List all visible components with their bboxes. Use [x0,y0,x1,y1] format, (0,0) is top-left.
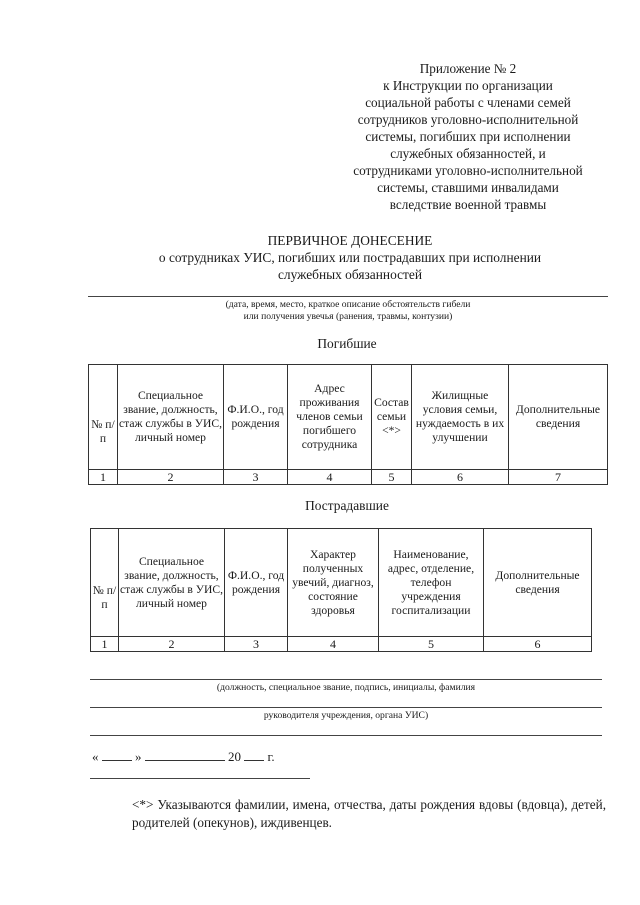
column-number: 7 [509,470,608,485]
header-cell: Дополнительные сведения [484,529,592,637]
appendix-line: системы, погибших при исполнении [365,129,571,144]
deceased-header-row [89,365,608,470]
year-prefix: 20 [228,749,241,764]
date-field [92,748,275,765]
deceased-number-row [89,470,608,485]
month-blank[interactable] [145,748,225,761]
injured-header-row [91,529,592,637]
incident-caption-line2: или получения увечья (ранения, травмы, контузии) [243,311,453,322]
column-number: 3 [225,637,288,652]
appendix-line: системы, ставшими инвалидами [377,180,559,195]
day-blank[interactable] [102,748,132,761]
header-cell: Состав семьи <*> [372,365,412,470]
incident-description-line[interactable] [88,296,608,297]
column-number: 4 [288,470,372,485]
signature-line-1[interactable] [90,679,602,680]
appendix-header [330,60,606,213]
column-number: 5 [379,637,484,652]
column-number: 2 [119,637,225,652]
column-number: 5 [372,470,412,485]
document-title [100,232,600,283]
header-cell: Жилищные условия семьи, нуждаемость в их улучшении [412,365,509,470]
title-heading: ПЕРВИЧНОЕ ДОНЕСЕНИЕ [267,233,433,248]
date-underline [90,778,310,779]
year-blank[interactable] [244,748,264,761]
injured-section-label: Пострадавшие [305,498,389,513]
appendix-line: к Инструкции по организации [383,78,553,93]
column-number: 1 [89,470,118,485]
header-cell: Специальное звание, должность, стаж службы в УИС, личный номер [118,365,224,470]
column-number: 6 [412,470,509,485]
header-cell: Характер полученных увечий, диагноз, состояние здоровья [288,529,379,637]
appendix-line: служебных обязанностей, и [390,146,546,161]
column-number: 3 [224,470,288,485]
deceased-section-label: Погибшие [317,336,377,351]
header-cell: Специальное звание, должность, стаж службы в УИС, личный номер [119,529,225,637]
signature-line-3[interactable] [90,735,602,736]
date-close-quote: » [135,749,142,764]
incident-caption-line1: (дата, время, место, краткое описание обстоятельств гибели [225,299,471,310]
footnote-text: <*> Указываются фамилии, имена, отчества, даты рождения вдовы (вдовца), детей, родителей (опекунов), иждивенцев. [132,797,606,830]
year-suffix: г. [267,749,275,764]
header-cell: № п/п [91,529,119,637]
footnote [92,796,606,832]
column-number: 6 [484,637,592,652]
appendix-line: социальной работы с членами семей [365,95,571,110]
header-cell: № п/п [89,365,118,470]
title-subtitle-line1: о сотрудниках УИС, погибших или пострадавших при исполнении [158,250,542,265]
signature-line-2[interactable] [90,707,602,708]
appendix-line: Приложение № 2 [419,61,517,76]
header-cell: Дополнительные сведения [509,365,608,470]
date-open-quote: « [92,749,99,764]
signature-caption-2: руководителя учреждения, органа УИС) [263,710,429,721]
column-number: 4 [288,637,379,652]
header-cell: Ф.И.О., год рождения [225,529,288,637]
appendix-line: вследствие военной травмы [389,197,547,212]
appendix-line: сотрудников уголовно-исполнительной [357,112,579,127]
signature-caption-1: (должность, специальное звание, подпись, инициалы, фамилия [216,682,476,693]
column-number: 2 [118,470,224,485]
title-subtitle-line2: служебных обязанностей [277,267,422,282]
injured-table [90,528,592,652]
appendix-line: сотрудниками уголовно-исполнительной [353,163,583,178]
column-number: 1 [91,637,119,652]
header-cell: Ф.И.О., год рождения [224,365,288,470]
injured-number-row [91,637,592,652]
deceased-table [88,364,608,485]
header-cell: Наименование, адрес, отделение, телефон учреждения госпитализации [379,529,484,637]
header-cell: Адрес проживания членов семьи погибшего сотрудника [288,365,372,470]
